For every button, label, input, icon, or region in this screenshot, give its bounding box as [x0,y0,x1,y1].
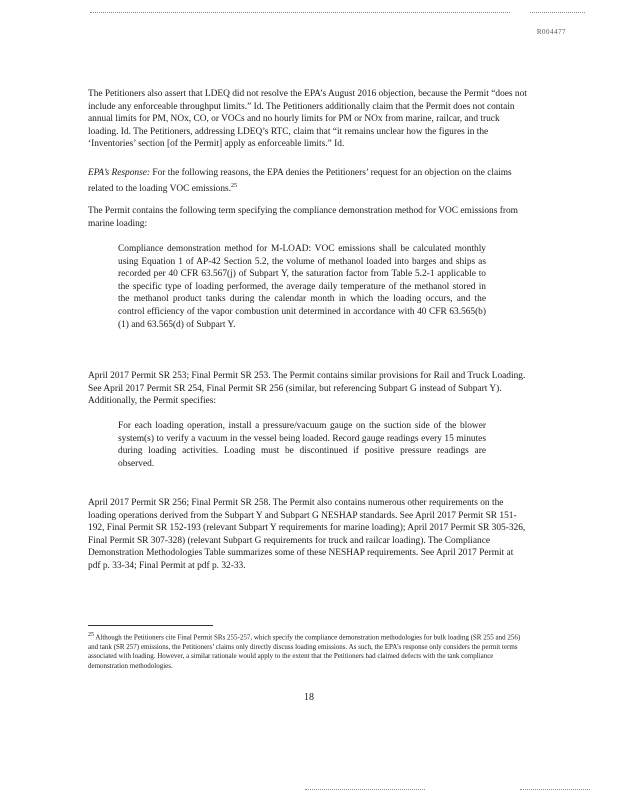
paragraph-permit-contains: The Permit contains the following term specifying the compliance demonstration method for VOC emissions from marine loading: [88,206,518,229]
footnote-divider [88,625,213,626]
scan-artifact-top [90,12,510,13]
footnote-text: Although the Petitioners cite Final Permit SRs 255-257, which specify the compliance demonstration methodologies for bulk loading (SR 255 and 256) and tank (SR 257) emissions, the Petitioners’ claims only directly discuss loading emissions. As such, the EPA’s response only considers the permit terms associated with loading. However, a similar rationale would apply to the extent that the Petitioners had claimed defects with the tank compliance demonstration methodologies. [88,633,521,670]
epa-response-label: EPA’s Response: [88,168,151,178]
paragraph-epa-response [88,167,528,195]
document-id: R004477 [536,28,566,36]
epa-response-text: For the following reasons, the EPA denies the Petitioners’ request for an objection on the claims related to the loading VOC emissions. [88,168,512,194]
block-quote-pressure-gauge: For each loading operation, install a pressure/vacuum gauge on the suction side of the blower system(s) to verify a vacuum in the vessel being loaded. Record gauge readings every 15 minutes during loading activities. Loading must be discontinued if positive pressure readings are observed. [118,421,486,469]
paragraph-neshap: April 2017 Permit SR 256; Final Permit SR 258. The Permit also contains numerous other requirements on the loading operations derived from the Subpart Y and Subpart G NESHAP standards. See April 2017 Permit SR 151-192, Final Permit SR 152-193 (relevant Subpart Y requirements for marine loading); April 2017 Permit SR 305-326, Final Permit SR 307-328) (relevant Subpart G requirements for truck and railcar loading). The Compliance Demonstration Methodologies Table summarizes some of these NESHAP requirements. See April 2017 Permit at pdf p. 33-34; Final Permit at pdf p. 32-33. [88,498,526,571]
page-number: 18 [304,692,314,703]
block-quote-compliance-method: Compliance demonstration method for M-LOAD: VOC emissions shall be calculated monthly using Equation 1 of AP-42 Section 5.2, the volume of methanol loaded into barges and ships as recorded per 40 CFR 63.567(j) of Subpart Y, the saturation factor from Table 5.2-1 applicable to the specific type of loading performed, the average daily temperature of the methanol stored in the methanol product tanks during the calendar month in which the loading occurs, and the control efficiency of the vapor combustion unit determined in accordance with 40 CFR 63.565(b)(1) and 63.565(d) of Subpart Y. [118,244,486,330]
scan-artifact-bottom [305,789,425,790]
paragraph-rail-truck: April 2017 Permit SR 253; Final Permit SR 253. The Permit contains similar provisions for Rail and Truck Loading. See April 2017 Permit SR 254, Final Permit SR 256 (similar, but referencing Subpart G instead of Subpart Y). Additionally, the Permit specifies: [88,371,526,407]
footnote [88,631,528,671]
footnote-number: 25 [88,632,94,638]
scan-artifact-top-right [530,12,585,13]
footnote-ref[interactable]: 25 [231,182,238,189]
paragraph-petitioners-assert: The Petitioners also assert that LDEQ did not resolve the EPA’s August 2016 objection, because the Permit “does not include any enforceable throughput limits.” Id. The Petitioners additionally claim that the Permit does not contain annual limits for PM, NOx, CO, or VOCs and no hourly limits for PM or NOx from marine, railcar, and truck loading. Id. The Petitioners, addressing LDEQ’s RTC, claim that “it remains unclear how the figures in the ‘Inventories’ section [of the Permit] apply as enforceable limits.” Id. [88,89,527,150]
scan-artifact-bottom-right [520,789,590,790]
